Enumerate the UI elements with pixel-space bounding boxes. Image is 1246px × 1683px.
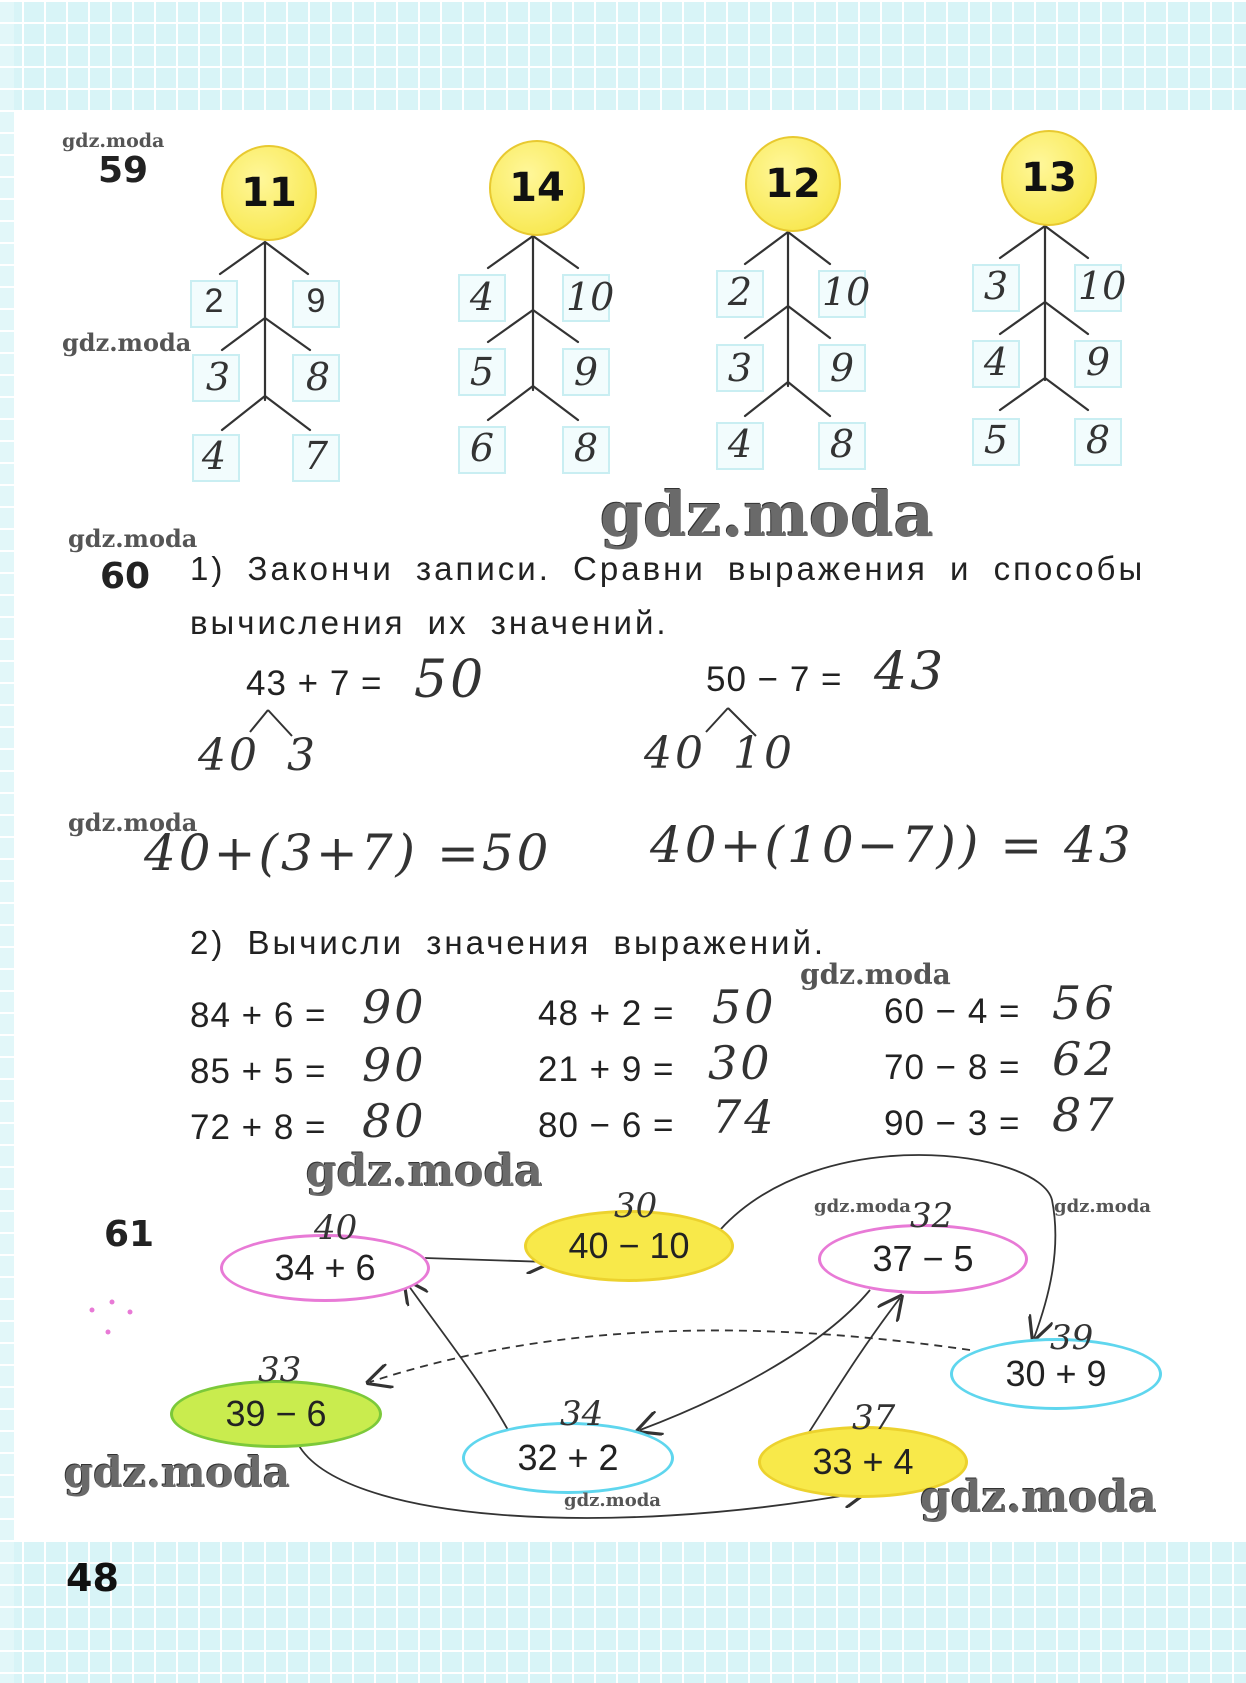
tree-number: 7 xyxy=(303,434,329,478)
expression-a: 43 + 7 = xyxy=(246,664,383,703)
tree-number: 8 xyxy=(305,355,331,399)
task-60-part2-title: 2) Вычисли значения выражений. xyxy=(190,924,827,961)
tree-head-circle: 12 xyxy=(745,136,841,232)
calc-answer: 80 xyxy=(362,1094,427,1148)
tree-number: 4 xyxy=(469,275,495,319)
task-61-number: 61 xyxy=(104,1214,155,1255)
chain-oval: 40 − 10 xyxy=(524,1210,734,1282)
calc-expression: 60 − 4 = xyxy=(884,992,1021,1031)
tree-number: 9 xyxy=(1085,340,1111,384)
calc-answer: 30 xyxy=(708,1036,773,1090)
tree-number: 2 xyxy=(727,270,753,314)
tree-number: 3 xyxy=(205,355,231,399)
watermark: gdz.moda xyxy=(600,478,934,551)
task-59-number: 59 xyxy=(98,150,149,191)
chain-oval-answer: 32 xyxy=(910,1196,954,1236)
tree-number: 9 xyxy=(573,350,599,394)
calc-expression: 80 − 6 = xyxy=(538,1106,675,1145)
expression-b-solution: 40+(10−7)) = 43 xyxy=(650,816,1134,874)
calc-expression: 21 + 9 = xyxy=(538,1050,675,1089)
expression-a-solution: 40+(3+7) =50 xyxy=(144,824,552,882)
tree-number: 4 xyxy=(983,340,1009,384)
tree-number: 5 xyxy=(469,350,495,394)
tree-number: 3 xyxy=(983,264,1009,308)
chain-oval-answer: 30 xyxy=(614,1186,658,1226)
tree-number: 5 xyxy=(983,418,1009,462)
chain-oval-answer: 40 xyxy=(314,1208,358,1248)
chain-oval: 37 − 5 xyxy=(818,1224,1028,1294)
calc-expression: 84 + 6 = xyxy=(190,996,327,1035)
calc-answer: 90 xyxy=(362,980,427,1034)
chain-oval: 32 + 2 xyxy=(462,1422,674,1494)
watermark: gdz.moda xyxy=(800,958,951,991)
watermark: gdz.moda xyxy=(1054,1196,1151,1217)
calc-expression: 70 − 8 = xyxy=(884,1048,1021,1087)
tree-number: 10 xyxy=(822,270,871,314)
watermark: gdz.moda xyxy=(64,1448,291,1497)
tree-number: 3 xyxy=(727,346,753,390)
chain-oval: 39 − 6 xyxy=(170,1380,382,1448)
expression-b: 50 − 7 = xyxy=(706,660,843,699)
chain-oval-answer: 37 xyxy=(852,1398,896,1438)
expression-a-answer: 50 xyxy=(414,650,487,710)
tree-number: 2 xyxy=(204,282,224,320)
task-60-part1-line2: вычисления их значений. xyxy=(190,604,669,641)
watermark: gdz.moda xyxy=(62,130,165,152)
tree-number: 9 xyxy=(829,346,855,390)
tree-number: 4 xyxy=(727,422,753,466)
calc-answer: 50 xyxy=(712,980,777,1034)
tree-head-circle: 11 xyxy=(221,145,317,241)
watermark: gdz.moda xyxy=(68,524,198,553)
task-60-part1-line1: 1) Закончи записи. Сравни выражения и способы xyxy=(190,550,1146,587)
tree-number: 9 xyxy=(306,282,326,320)
calc-expression: 85 + 5 = xyxy=(190,1052,327,1091)
tree-head-circle: 14 xyxy=(489,140,585,236)
tree-number: 8 xyxy=(573,426,599,470)
tree-number: 10 xyxy=(566,275,615,319)
tree-head-circle: 13 xyxy=(1001,130,1097,226)
page-number: 48 xyxy=(66,1556,119,1600)
chain-oval: 34 + 6 xyxy=(220,1234,430,1302)
expression-a-split: 40 3 xyxy=(198,730,318,781)
calc-answer: 56 xyxy=(1052,976,1117,1030)
tree-number: 8 xyxy=(829,422,855,466)
watermark: gdz.moda xyxy=(62,328,192,357)
expression-b-split: 40 10 xyxy=(644,728,795,779)
calc-answer: 90 xyxy=(362,1038,427,1092)
chain-oval: 30 + 9 xyxy=(950,1338,1162,1410)
calc-expression: 90 − 3 = xyxy=(884,1104,1021,1143)
tree-number: 4 xyxy=(201,434,227,478)
calc-answer: 74 xyxy=(712,1090,777,1144)
tree-number: 6 xyxy=(469,426,495,470)
watermark: gdz.moda xyxy=(920,1472,1158,1523)
calc-answer: 87 xyxy=(1052,1088,1117,1142)
calc-answer: 62 xyxy=(1052,1032,1117,1086)
watermark: gdz.moda xyxy=(306,1146,544,1197)
chain-oval: 33 + 4 xyxy=(758,1426,968,1498)
calc-expression: 72 + 8 = xyxy=(190,1108,327,1147)
chain-oval-answer: 34 xyxy=(560,1394,604,1434)
calc-expression: 48 + 2 = xyxy=(538,994,675,1033)
watermark: gdz.moda xyxy=(814,1196,911,1217)
chain-oval-answer: 33 xyxy=(258,1350,302,1390)
tree-number: 10 xyxy=(1078,264,1127,308)
watermark: gdz.moda xyxy=(564,1490,661,1511)
tree-number: 8 xyxy=(1085,418,1111,462)
task-60-number: 60 xyxy=(100,556,151,597)
chain-oval-answer: 39 xyxy=(1050,1318,1094,1358)
expression-b-answer: 43 xyxy=(874,642,947,702)
watermark: gdz.moda xyxy=(68,808,198,837)
